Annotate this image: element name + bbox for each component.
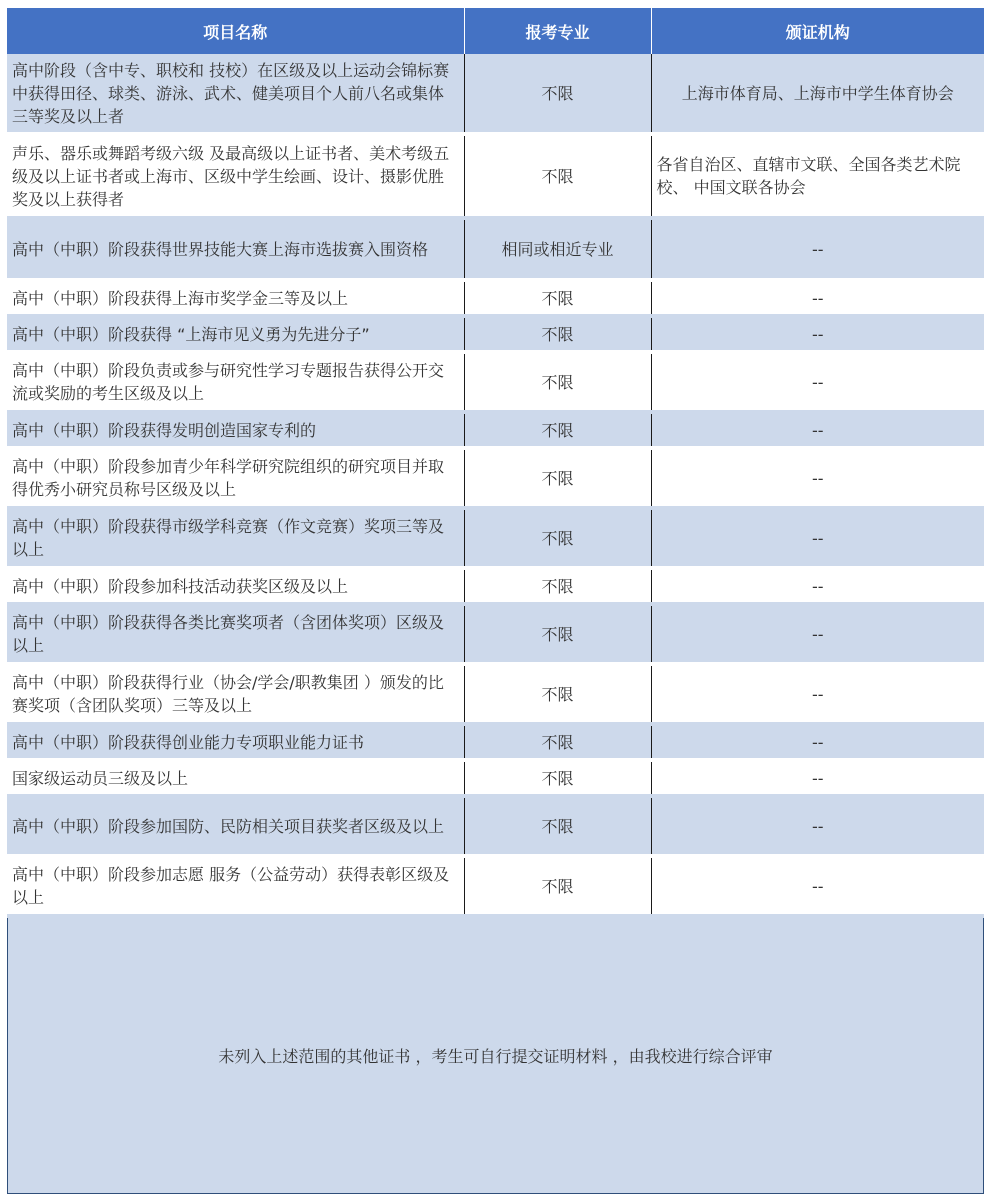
- major-cell: 不限: [464, 352, 651, 412]
- project-cell: 高中（中职）阶段参加志愿 服务（公益劳动）获得表彰区级及以上: [7, 856, 464, 916]
- project-cell: 高中（中职）阶段获得市级学科竞赛（作文竞赛）奖项三等及以上: [7, 508, 464, 568]
- major-cell: 不限: [464, 412, 651, 448]
- table-row: [7, 664, 984, 724]
- table-row: [7, 724, 984, 760]
- header-row: [7, 8, 984, 54]
- table-row: [7, 412, 984, 448]
- issuer-cell: --: [651, 604, 984, 664]
- major-cell: 不限: [464, 568, 651, 604]
- issuer-cell: --: [651, 352, 984, 412]
- major-cell: 不限: [464, 134, 651, 218]
- issuer-cell: --: [651, 508, 984, 568]
- issuer-cell: --: [651, 724, 984, 760]
- project-cell: 高中（中职）阶段参加青少年科学研究院组织的研究项目并取得优秀小研究员称号区级及以上: [7, 448, 464, 508]
- major-cell: 不限: [464, 508, 651, 568]
- issuer-cell: --: [651, 760, 984, 796]
- table-row: [7, 218, 984, 280]
- table-row: [7, 568, 984, 604]
- project-cell: 高中（中职）阶段获得 “上海市见义勇为先进分子”: [7, 316, 464, 352]
- project-cell: 高中（中职）阶段获得创业能力专项职业能力证书: [7, 724, 464, 760]
- issuer-cell: --: [651, 280, 984, 316]
- project-cell: 国家级运动员三级及以上: [7, 760, 464, 796]
- issuer-cell: --: [651, 856, 984, 916]
- issuer-cell: --: [651, 218, 984, 280]
- project-cell: 高中（中职）阶段负责或参与研究性学习专题报告获得公开交流或奖励的考生区级及以上: [7, 352, 464, 412]
- major-cell: 不限: [464, 448, 651, 508]
- table-row: [7, 604, 984, 664]
- major-cell: 不限: [464, 316, 651, 352]
- project-cell: 高中阶段（含中专、职校和 技校）在区级及以上运动会锦标赛中获得田径、球类、游泳、武术、健美项目个人前八名或集体三等奖及以上者: [7, 54, 464, 134]
- issuer-cell: --: [651, 568, 984, 604]
- project-cell: 高中（中职）阶段获得世界技能大赛上海市选拔赛入围资格: [7, 218, 464, 280]
- table-row: [7, 796, 984, 856]
- project-cell: 高中（中职）阶段参加国防、民防相关项目获奖者区级及以上: [7, 796, 464, 856]
- project-cell: 高中（中职）阶段获得发明创造国家专利的: [7, 412, 464, 448]
- major-cell: 不限: [464, 856, 651, 916]
- table-row: [7, 316, 984, 352]
- certificate-table: [7, 8, 984, 918]
- footer-note-text: 未列入上述范围的其他证书 ，考生可自行提交证明材料 ，由我校进行综合评审: [218, 1047, 773, 1066]
- issuer-cell: 各省自治区、直辖市文联、全国各类艺术院校、 中国文联各协会: [651, 134, 984, 218]
- table-row: [7, 508, 984, 568]
- project-cell: 高中（中职）阶段获得各类比赛奖项者（含团体奖项）区级及以上: [7, 604, 464, 664]
- project-cell: 高中（中职）阶段参加科技活动获奖区级及以上: [7, 568, 464, 604]
- column-header-issuer: 颁证机构: [651, 8, 984, 54]
- table-row: [7, 134, 984, 218]
- major-cell: 不限: [464, 54, 651, 134]
- project-cell: 声乐、器乐或舞蹈考级六级 及最高级以上证书者、美术考级五级及以上证书者或上海市、区级中学生绘画、设计、摄影优胜奖及以上获得者: [7, 134, 464, 218]
- major-cell: 不限: [464, 664, 651, 724]
- table-row: [7, 856, 984, 916]
- footer-note: [8, 918, 983, 1193]
- issuer-cell: --: [651, 412, 984, 448]
- major-cell: 不限: [464, 604, 651, 664]
- issuer-cell: --: [651, 796, 984, 856]
- project-cell: 高中（中职）阶段获得上海市奖学金三等及以上: [7, 280, 464, 316]
- major-cell: 不限: [464, 760, 651, 796]
- major-cell: 相同或相近专业: [464, 218, 651, 280]
- major-cell: 不限: [464, 724, 651, 760]
- table-row: [7, 448, 984, 508]
- table-row: [7, 352, 984, 412]
- issuer-cell: --: [651, 316, 984, 352]
- major-cell: 不限: [464, 796, 651, 856]
- major-cell: 不限: [464, 280, 651, 316]
- issuer-cell: --: [651, 664, 984, 724]
- column-header-major: 报考专业: [464, 8, 651, 54]
- column-header-project: 项目名称: [7, 8, 464, 54]
- table-row: [7, 760, 984, 796]
- table-row: [7, 54, 984, 134]
- issuer-cell: --: [651, 448, 984, 508]
- issuer-cell: 上海市体育局、上海市中学生体育协会: [651, 54, 984, 134]
- table-row: [7, 280, 984, 316]
- project-cell: 高中（中职）阶段获得行业（协会/学会/职教集团 ）颁发的比赛奖项（含团队奖项）三等及以上: [7, 664, 464, 724]
